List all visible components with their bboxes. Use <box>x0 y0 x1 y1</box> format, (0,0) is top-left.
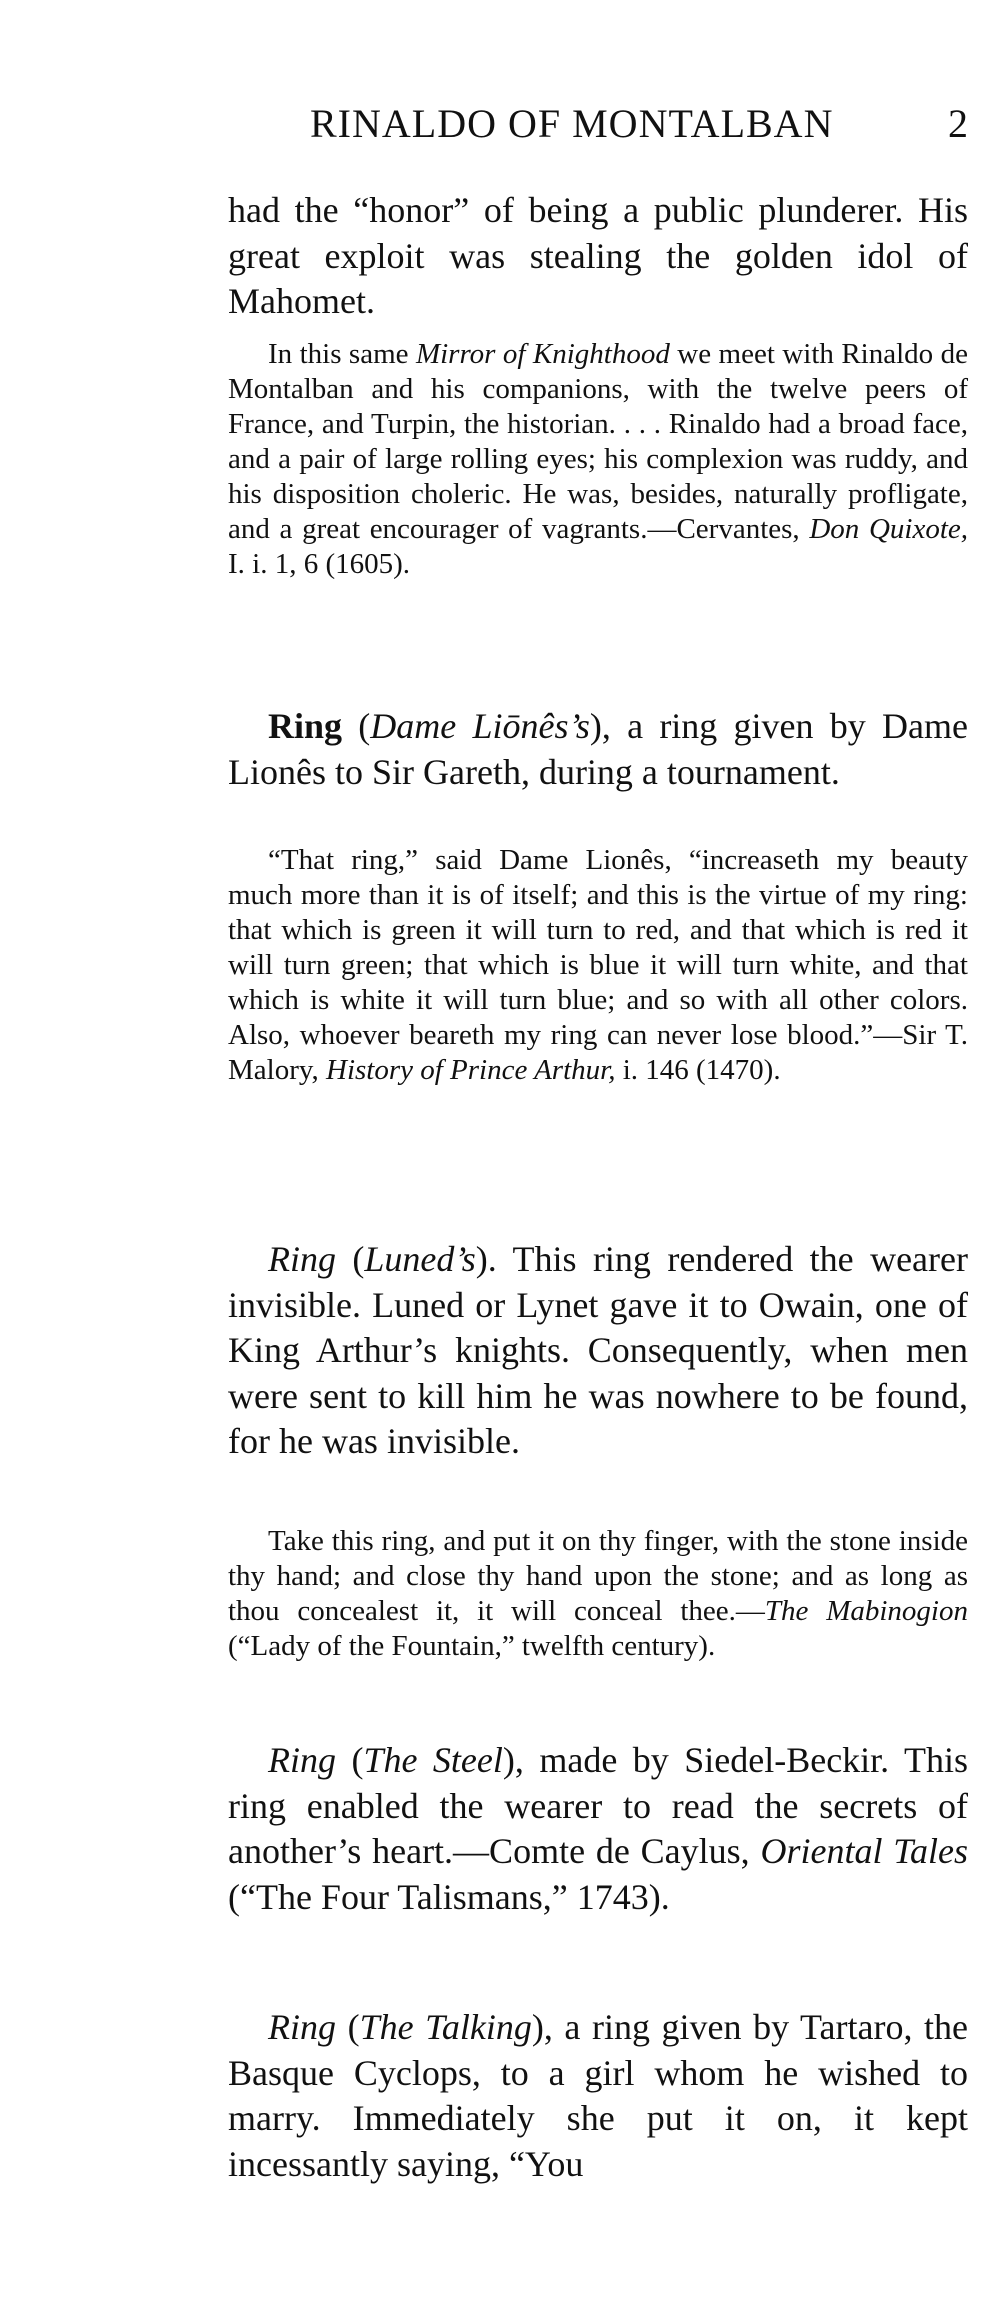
entry-text: Ring (Luned’s). This ring rendered the wearer invisible. Luned or Lynet gave it to Owain, one of King Arthur’s knights. Consequently, when men were sent to kill him he was nowhere to be found, for he was invisible. <box>228 1239 968 1461</box>
entry-ring-luned <box>228 1237 968 1465</box>
paragraph-text: had the “honor” of being a public plunderer. His great exploit was stealing the golden idol of Mahomet. <box>228 190 968 321</box>
entry-text: Ring (The Talking), a ring given by Tartaro, the Basque Cyclops, to a girl whom he wished to marry. Immediately she put it on, it kept incessantly saying, “You <box>228 2007 968 2184</box>
paragraph-plunderer <box>228 188 968 325</box>
quote-text: “That ring,” said Dame Lionês, “increaseth my beauty much more than it is of itself; and this is the virtue of my ring: that which is green it will turn to red, and that which is red it will turn green; that which is blue it will turn white, and that which is white it will turn blue; and so with all other colors. Also, whoever beareth my ring can never lose blood.”—Sir T. Malory, History of Prince Arthur, i. 146 (1470). <box>228 844 968 1086</box>
quote-mabinogion <box>228 1524 968 1664</box>
entry-headword: Ring <box>268 1239 336 1279</box>
quote-malory <box>228 843 968 1088</box>
entry-text: Ring (The Steel), made by Siedel-Beckir. This ring enabled the wearer to read the secrets of another’s heart.—Comte de Caylus, Oriental Tales (“The Four Talismans,” 1743). <box>228 1740 968 1917</box>
quote-mirror-of-knighthood <box>228 337 968 582</box>
entry-ring-dame-liones <box>228 704 968 795</box>
entry-text: Ring (Dame Liōnês’s), a ring given by Dame Lionês to Sir Gareth, during a tournament. <box>228 706 968 792</box>
running-head <box>310 100 1000 147</box>
quote-text: Take this ring, and put it on thy finger, with the stone inside thy hand; and close thy hand upon the stone; and as long as thou concealest it, it will conceal thee.—The Mabinogion (“Lady of the Fountain,” twelfth century). <box>228 1525 968 1662</box>
entry-ring-steel <box>228 1738 968 1920</box>
quote-text: In this same Mirror of Knighthood we meet with Rinaldo de Montalban and his companions, with the twelve peers of France, and Turpin, the historian. . . . Rinaldo had a broad face, and a pair of large rolling eyes; his complexion was ruddy, and his disposition choleric. He was, besides, naturally profligate, and a great encourager of vagrants.—Cervantes, Don Quixote, I. i. 1, 6 (1605). <box>228 338 968 580</box>
page-number: 2 <box>948 101 969 146</box>
entry-headword: Ring <box>268 2007 336 2047</box>
entry-ring-talking <box>228 2005 968 2187</box>
running-head-title: RINALDO OF MONTALBAN <box>310 101 834 146</box>
entry-headword: Ring <box>268 706 343 746</box>
entry-headword: Ring <box>268 1740 336 1780</box>
